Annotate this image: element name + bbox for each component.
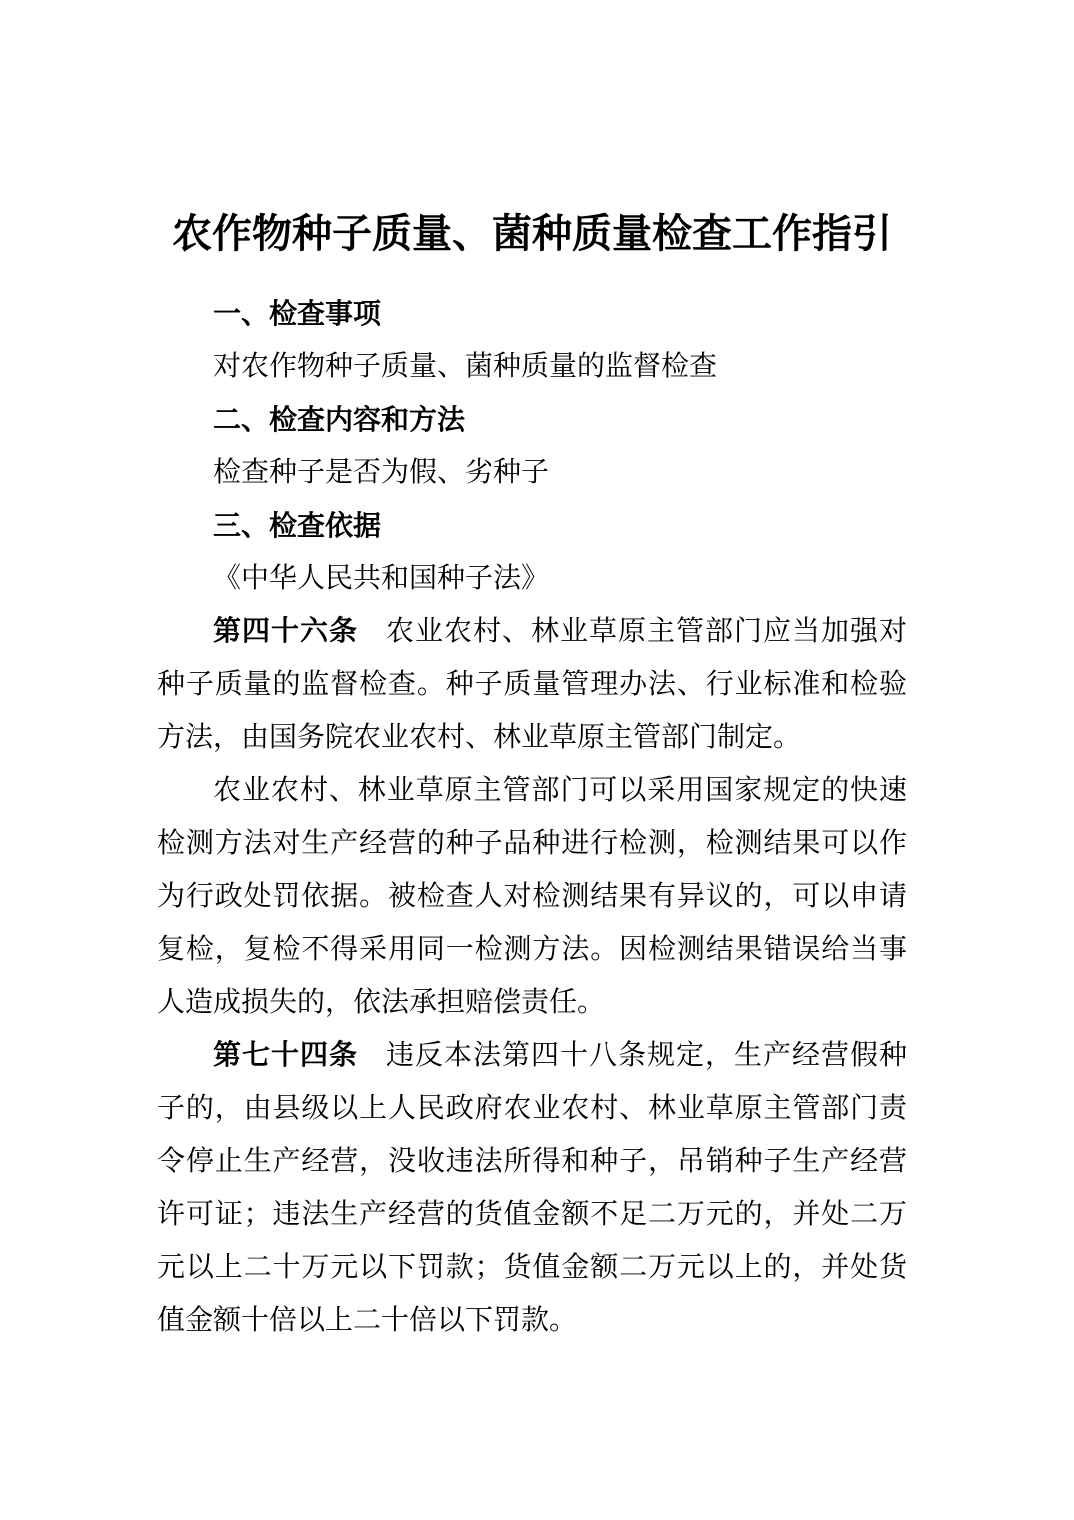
article-74-number: 第七十四条 xyxy=(213,1040,358,1071)
paragraph-inspection-content: 检查种子是否为假、劣种子 xyxy=(213,457,550,488)
article-74-text: 违反本法第四十八条规定，生产经营假种子的，由县级以上人民政府农业农村、林业草原主管部门责令停止生产经营，没收违法所得和种子，吊销种子生产经营许可证；违法生产经营的货值金额不足二万元的，并处二万元以上二十万元以下罚款；货值金额二万元以上的，并处货值金额十倍以上二十倍以下罚款。 xyxy=(157,1040,907,1336)
section-heading-inspection-basis: 三、检查依据 xyxy=(213,510,382,541)
paragraph-article-46 xyxy=(157,605,907,764)
paragraph-inspection-items: 对农作物种子质量、菌种质量的监督检查 xyxy=(213,351,718,382)
paragraph-law-reference: 《中华人民共和国种子法》 xyxy=(213,563,550,594)
section-heading-inspection-content-methods: 二、检查内容和方法 xyxy=(213,404,466,435)
paragraph-article-46-continued: 农业农村、林业草原主管部门可以采用国家规定的快速检测方法对生产经营的种子品种进行检测，检测结果可以作为行政处罚依据。被检查人对检测结果有异议的，可以申请复检，复检不得采用同一检测方法。因检测结果错误给当事人造成损失的，依法承担赔偿责任。 xyxy=(157,775,907,1018)
article-46-number: 第四十六条 xyxy=(213,616,358,647)
article-46-text: 农业农村、林业草原主管部门应当加强对种子质量的监督检查。种子质量管理办法、行业标准和检验方法，由国务院农业农村、林业草原主管部门制定。 xyxy=(157,616,907,753)
paragraph-article-74 xyxy=(157,1029,907,1347)
document-title: 农作物种子质量、菌种质量检查工作指引 xyxy=(172,211,892,256)
section-heading-inspection-items: 一、检查事项 xyxy=(213,298,382,329)
document-body xyxy=(157,287,907,1347)
